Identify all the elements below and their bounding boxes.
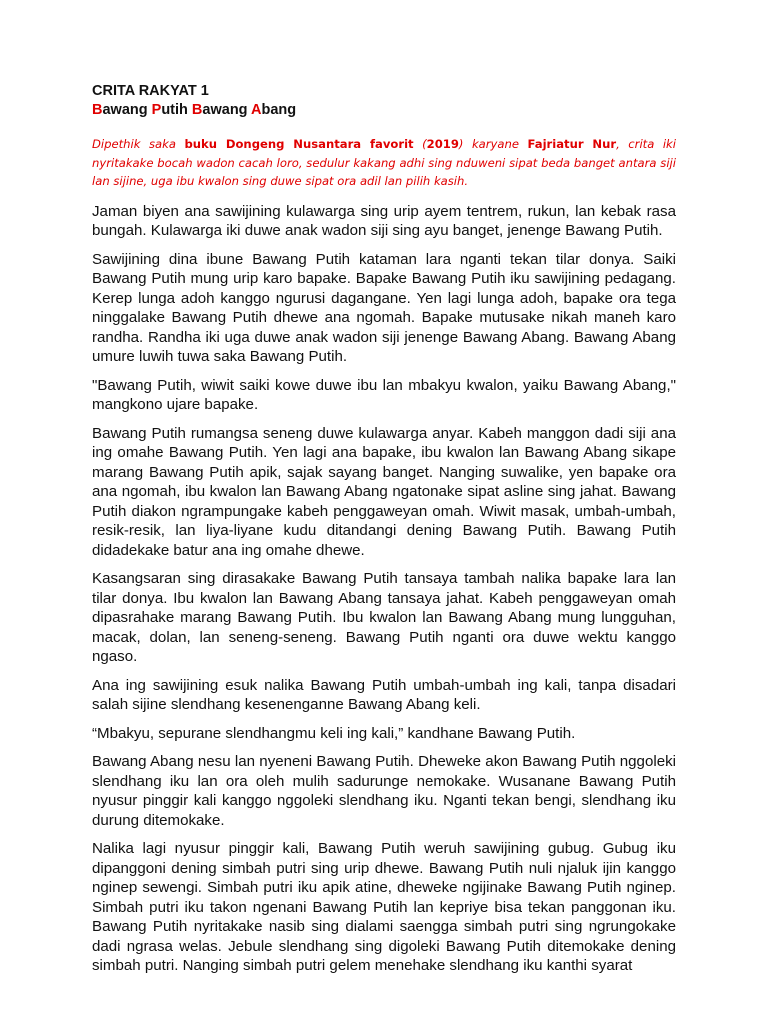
- intro-text: , crita iki nyritakake bocah wadon cacah loro, sedulur kakang adhi sing nduweni sipat beda banget antara siji lan sijine, uga ibu kwalon sing duwe sipat ora adil lan pilih kasih.: [92, 137, 676, 188]
- story-paragraph: Kasangsaran sing dirasakake Bawang Putih tansaya tambah nalika bapake lara lan tilar donya. Ibu kwalon lan Bawang Abang tansaya jahat. Kabeh penggaweyan omah dipasrahake marang Bawang Putih. Ibu kwalon lan Bawang Abang mung lungguhan, macak, dolan, lan seneng-seneng. Bawang Putih nganti ora duwe wektu kanggo ngaso.: [92, 570, 676, 665]
- title-word: awang: [202, 102, 252, 118]
- intro-year: 2019: [426, 137, 459, 151]
- story-paragraph: “Mbakyu, sepurane slendhangmu keli ing kali,” kandhane Bawang Putih.: [92, 724, 576, 742]
- story-paragraph: Nalika lagi nyusur pinggir kali, Bawang Putih weruh sawijining gubug. Gubug iku dipanggoni dening simbah putri sing urip dhewe. Bawang Putih nuli njaluk ijin kanggo nginep sewengi. Simbah putri iku apik atine, dheweke ngijinake Bawang Putih nginep. Simbah putri iku takon ngenani Bawang Putih lan kepriye bisa tekan panggonan iku. Bawang Putih nyritakake nasib sing dialami saengga simbah putri sing ngrungokake dadi ngrasa welas. Jebule slendhang sing digoleki Bawang Putih ditemokake dening simbah putri. Nanging simbah putri gelem menehake slendhang iku kanthi syarat: [92, 840, 676, 974]
- section-heading: CRITA RAKYAT 1: [92, 83, 209, 99]
- title-initial: B: [191, 102, 203, 118]
- story-paragraph: Ana ing sawijining esuk nalika Bawang Putih umbah-umbah ing kali, tanpa disadari salah sijine slendhang kesenenganne Bawang Abang keli.: [92, 676, 676, 713]
- title-word: utih: [161, 102, 192, 118]
- story-paragraph: Bawang Abang nesu lan nyeneni Bawang Putih. Dheweke akon Bawang Putih nggoleki slendhang iku lan ora oleh mulih sadurunge nemokake. Wusanane Bawang Putih nyusur pinggir kali kanggo nggoleki slendhang iku. Nganti tekan bengi, slendhang iku durung ditemokake.: [92, 753, 676, 829]
- title-initial: A: [251, 102, 262, 118]
- intro-author: Fajriatur Nur: [527, 137, 617, 151]
- title-initial: P: [151, 102, 162, 118]
- intro-text: ) karyane: [458, 137, 528, 151]
- story-title: [92, 101, 676, 120]
- intro-text: (: [413, 137, 427, 151]
- intro-text: Dipethik saka: [92, 137, 185, 151]
- story-paragraph: "Bawang Putih, wiwit saiki kowe duwe ibu lan mbakyu kwalon, yaiku Bawang Abang," mangkono ujare bapake.: [92, 376, 676, 413]
- story-paragraph: Jaman biyen ana sawijining kulawarga sing urip ayem tentrem, rukun, lan kebak rasa bungah. Kulawarga iki duwe anak wadon siji sing ayu banget, jenenge Bawang Putih.: [92, 202, 676, 239]
- title-initial: B: [92, 102, 103, 118]
- intro-book-title: buku Dongeng Nusantara favorit: [184, 137, 414, 151]
- intro-note: [92, 135, 676, 191]
- document-content: [92, 82, 676, 976]
- title-word: bang: [261, 102, 297, 118]
- story-paragraph: Bawang Putih rumangsa seneng duwe kulawarga anyar. Kabeh manggon dadi siji ana ing omahe Bawang Putih. Yen lagi ana bapake, ibu kwalon lan Bawang Abang sikape marang Bawang Putih apik, sajak sayang banget. Nanging suwalike, yen bapake ora ana ngomah, ibu kwalon lan Bawang Abang ngatonake sipat asline sing jahat. Bawang Putih diakon ngrampungake kabeh penggaweyan omah. Wiwit masak, umbah-umbah, resik-resik, lan liya-liyane kudu ditandangi dening Bawang Putih. Bawang Putih didadekake batur ana ing omahe dhewe.: [92, 424, 676, 559]
- title-word: awang: [102, 102, 152, 118]
- story-paragraph: Sawijining dina ibune Bawang Putih kataman lara nganti tekan tilar donya. Saiki Bawang Putih mung urip karo bapake. Bapake Bawang Putih iku sawijining pedagang. Kerep lunga adoh kanggo ngurusi dagangane. Yen lagi lunga adoh, bapake ora tega ninggalake Bawang Putih dhewe ana ngomah. Bapake mutusake nikah maneh karo randha. Randha iki uga duwe anak wadon siji jenenge Bawang Abang. Bawang Abang umure luwih tuwa saka Bawang Putih.: [92, 250, 676, 365]
